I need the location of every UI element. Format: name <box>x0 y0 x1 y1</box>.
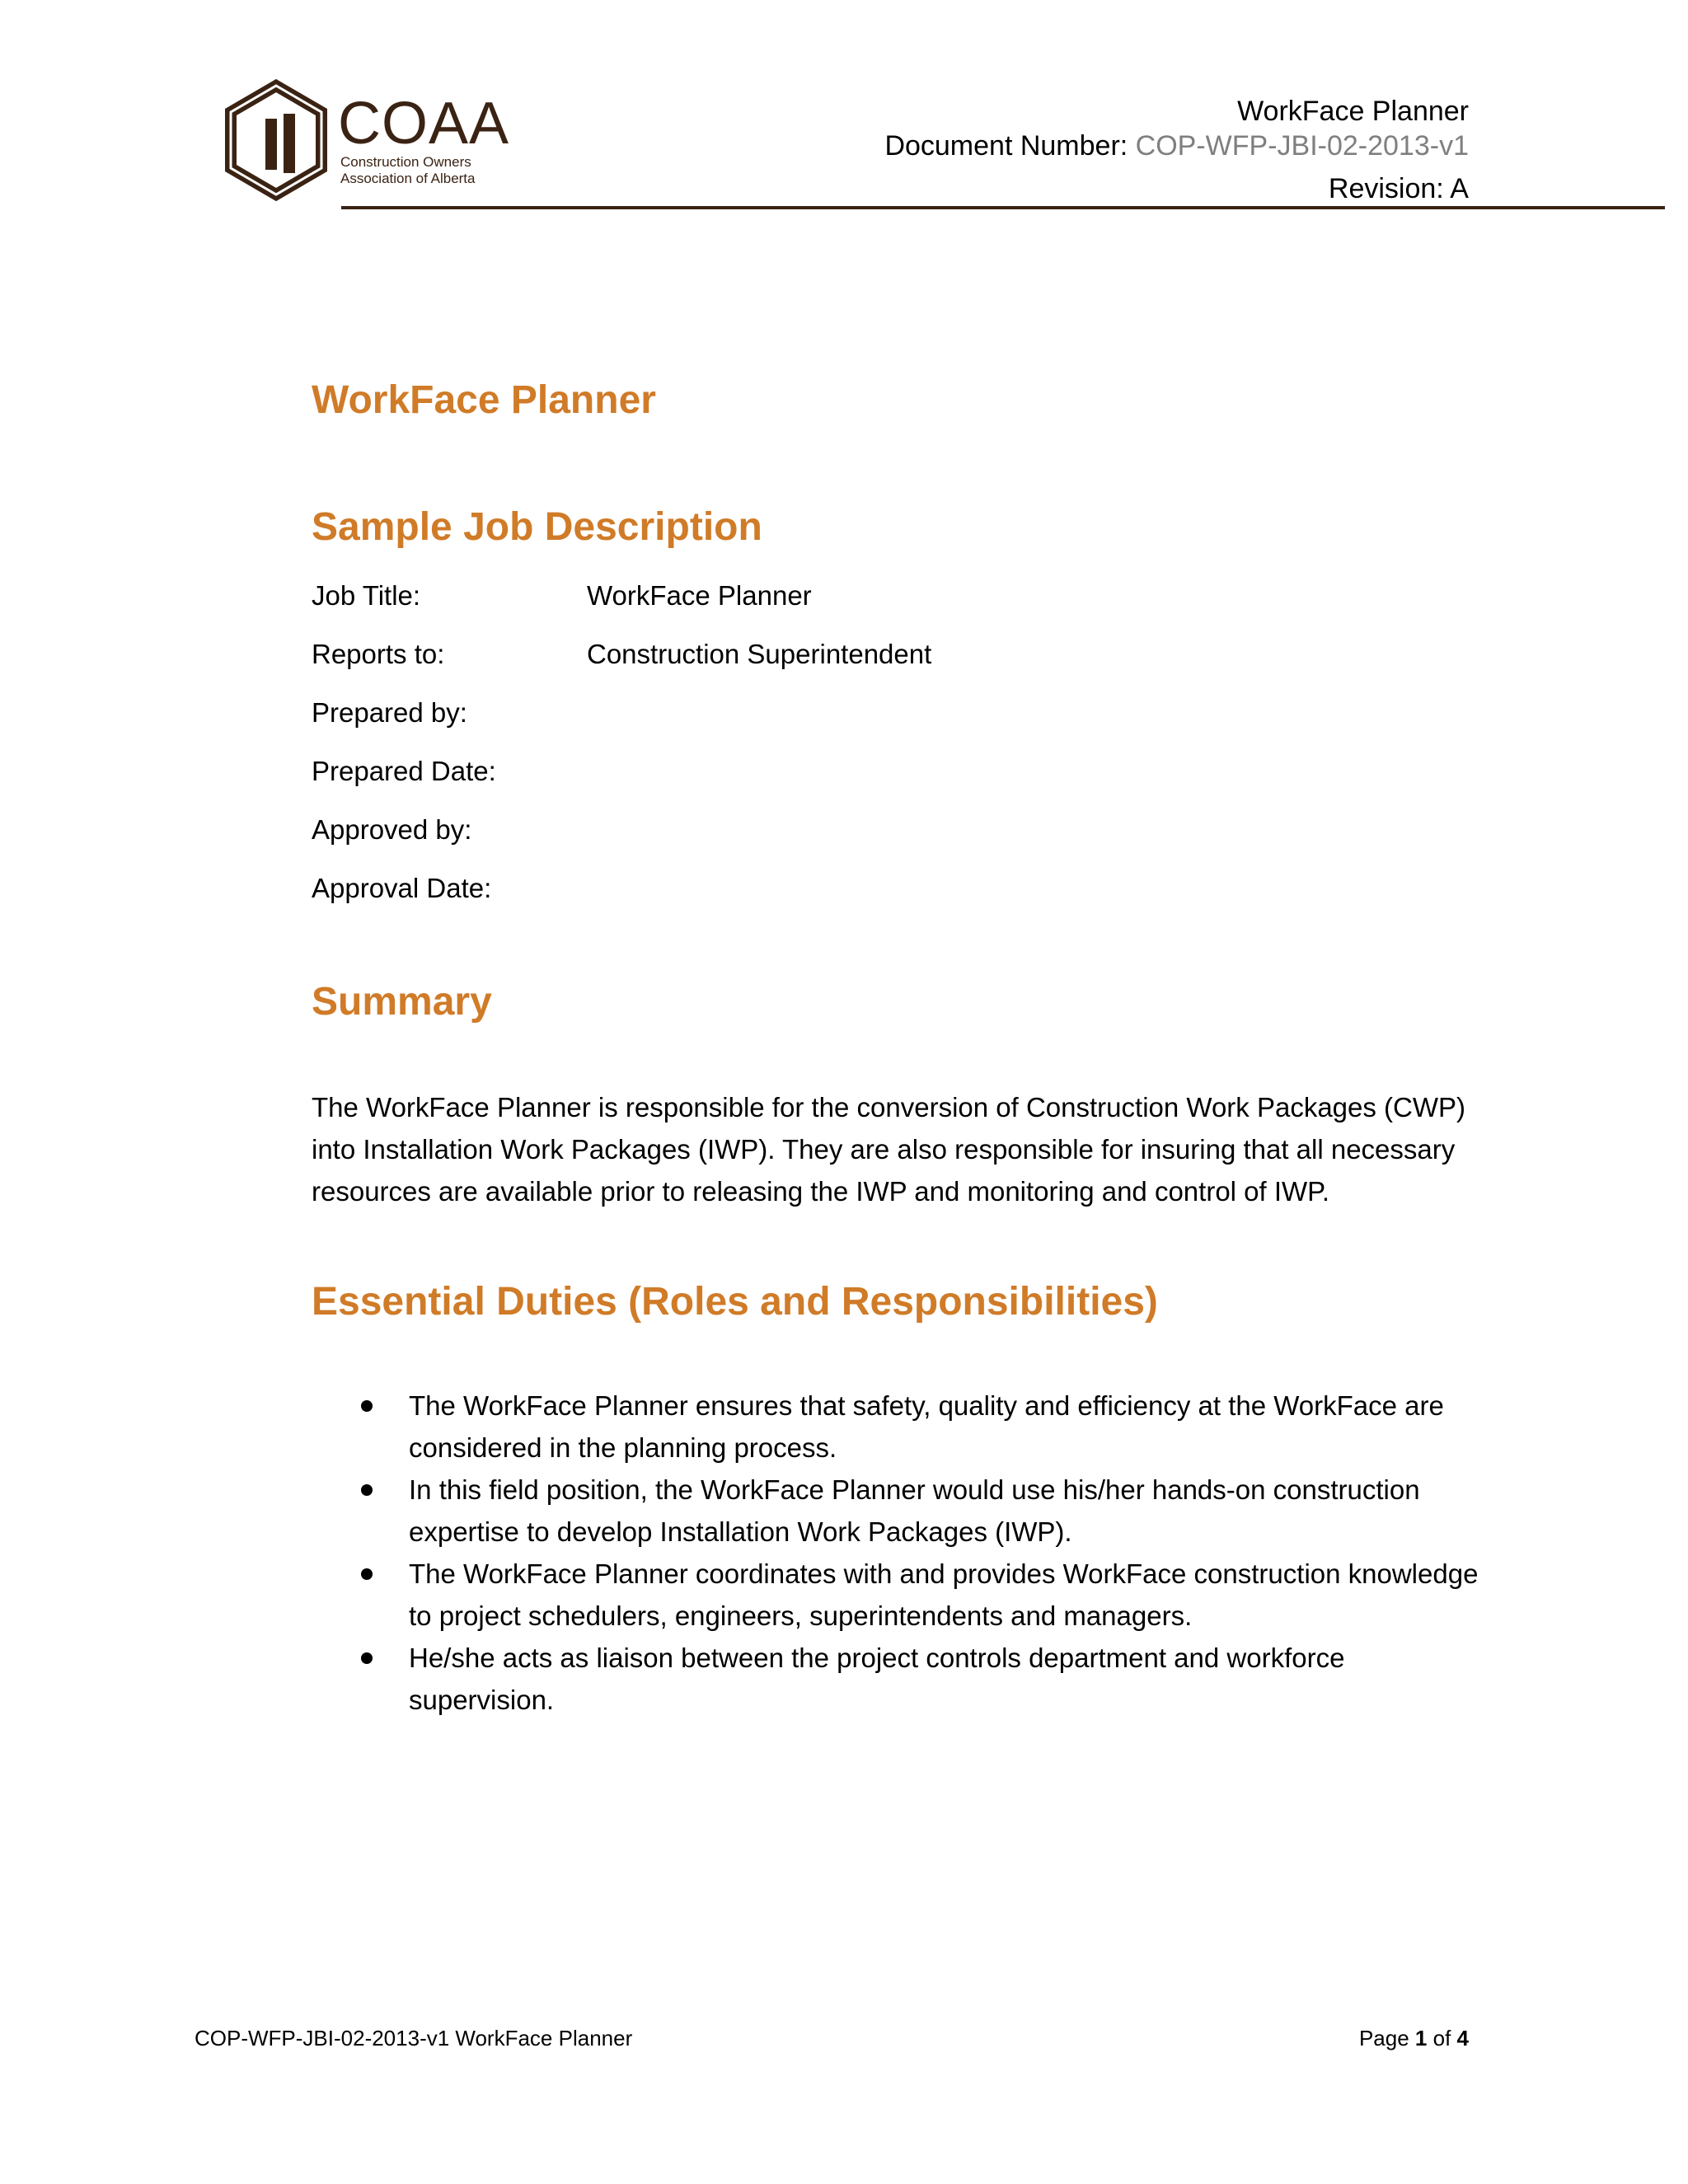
field-label: Prepared Date: <box>312 756 496 786</box>
header-document-number <box>884 132 1469 160</box>
header-title: WorkFace Planner <box>1237 96 1469 127</box>
field-label: Job Title: <box>312 580 421 611</box>
field-value: WorkFace Planner <box>587 580 812 611</box>
hexagon-logo-icon <box>223 79 330 203</box>
field-label: Approved by: <box>312 814 472 845</box>
coaa-logo <box>223 79 510 203</box>
document-title: WorkFace Planner <box>312 378 656 422</box>
logo-wordmark: COAA <box>338 91 510 157</box>
document-number-label: Document Number: <box>884 130 1136 162</box>
logo-subtitle-line2: Association of Alberta <box>340 171 476 186</box>
field-value: Construction Superintendent <box>587 639 932 669</box>
document-number-value: COP-WFP-JBI-02-2013-v1 <box>1135 130 1469 162</box>
field-approval-date <box>312 874 587 902</box>
bullet-icon <box>361 1568 373 1580</box>
sample-job-description-heading: Sample Job Description <box>312 505 762 549</box>
duty-text: The WorkFace Planner coordinates with and provides WorkFace construction knowledge to project schedulers, engineers, superintendents and managers. <box>409 1558 1479 1631</box>
header-revision: Revision: A <box>1328 173 1469 204</box>
header-divider <box>341 206 1665 209</box>
field-approved-by <box>312 816 587 843</box>
duty-text: The WorkFace Planner ensures that safety, quality and efficiency at the WorkFace are considered in the planning process. <box>409 1390 1444 1463</box>
page-of: of <box>1427 2026 1457 2050</box>
list-item <box>312 1553 1482 1637</box>
summary-paragraph: The WorkFace Planner is responsible for the conversion of Construction Work Packages (CWP) into Installation Work Packages (IWP). They are also responsible for insuring that all necessary resources are available prior to releasing the IWP and monitoring and control of IWP. <box>312 1092 1466 1207</box>
field-prepared-date <box>312 757 587 785</box>
footer-page-number <box>1359 2027 1469 2049</box>
duty-text: In this field position, the WorkFace Planner would use his/her hands-on construction expertise to develop Installation Work Packages (IWP). <box>409 1474 1420 1547</box>
essential-duties-heading: Essential Duties (Roles and Responsibilities) <box>312 1280 1158 1324</box>
bullet-icon <box>361 1484 373 1496</box>
field-job-title <box>312 582 812 609</box>
bullet-icon <box>361 1400 373 1412</box>
page-current: 1 <box>1414 2026 1428 2050</box>
field-label: Approval Date: <box>312 873 492 903</box>
page-total: 4 <box>1456 2026 1469 2050</box>
field-reports-to <box>312 640 931 668</box>
bullet-icon <box>361 1652 373 1664</box>
list-item <box>312 1385 1482 1469</box>
field-label: Prepared by: <box>312 697 467 728</box>
list-item <box>312 1469 1482 1553</box>
page-prefix: Page <box>1358 2026 1415 2050</box>
field-prepared-by <box>312 699 587 726</box>
list-item <box>312 1637 1482 1721</box>
footer-document-id: COP-WFP-JBI-02-2013-v1 WorkFace Planner <box>195 2026 633 2050</box>
field-label: Reports to: <box>312 639 445 669</box>
summary-heading: Summary <box>312 980 492 1024</box>
duties-list <box>312 1385 1482 1721</box>
logo-subtitle-line1: Construction Owners <box>340 154 471 170</box>
duty-text: He/she acts as liaison between the project controls department and workforce supervision. <box>409 1643 1345 1715</box>
